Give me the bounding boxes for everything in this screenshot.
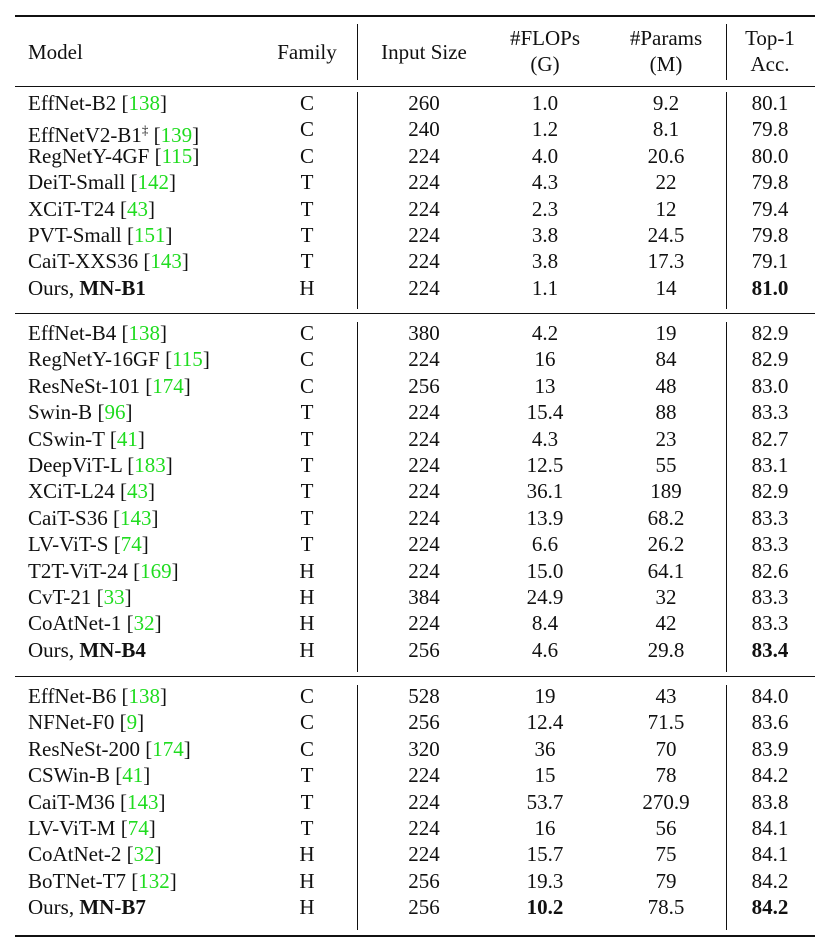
model-cell: CvT-21 [33] [28,585,132,609]
input-size-cell: 224 [408,532,440,557]
model-cell: DeepViT-L [183] [28,453,173,477]
params-cell: 84 [655,347,677,372]
citation-link[interactable]: 9 [126,710,138,735]
family-cell: H [299,842,315,867]
model-cell: RegNetY-16GF [115] [28,347,210,372]
model-cell: DeiT-Small [142] [28,170,176,195]
input-size-cell: 256 [408,637,440,662]
input-size-cell: 256 [408,895,440,920]
family-cell: C [299,710,315,735]
citation-link[interactable]: 139 [160,123,193,148]
params-cell: 8.1 [652,117,680,142]
top1-acc-cell: 84.2 [751,868,789,893]
flops-cell: 13 [534,373,556,398]
section2-rule [15,676,815,677]
model-cell: CaiT-M36 [143] [28,789,166,814]
section1-rule [15,313,815,314]
top1-acc-cell: 83.3 [751,505,789,530]
flops-cell: 19 [534,684,556,708]
citation-link[interactable]: 115 [172,347,203,372]
params-cell: 20.6 [647,143,685,168]
column-separator [726,322,727,672]
model-cell: CSWin-B [41] [28,763,151,788]
params-cell: 32 [655,585,677,609]
family-cell: T [300,479,314,504]
params-cell: 19 [655,321,677,345]
input-size-cell: 224 [408,479,440,504]
column-separator [357,24,358,80]
model-cell: LV-ViT-S [74] [28,532,149,557]
family-cell: C [299,684,315,708]
column-separator [726,24,727,80]
citation-link[interactable]: 43 [126,196,148,221]
flops-cell: 2.3 [531,196,559,221]
input-size-cell: 224 [408,842,440,867]
top1-acc-cell: 82.7 [751,426,789,451]
family-cell: C [299,736,315,761]
flops-cell: 1.0 [531,91,559,115]
params-cell: 270.9 [642,789,690,814]
family-cell: T [300,400,314,425]
citation-link[interactable]: 33 [103,585,125,609]
top1-acc-cell: 82.9 [751,347,789,372]
flops-cell: 15 [534,763,556,788]
top1-acc-cell: 83.6 [751,710,789,735]
input-size-cell: 224 [408,196,440,221]
input-size-cell: 224 [408,453,440,477]
flops-cell: 16 [534,816,556,840]
family-cell: H [299,611,315,636]
input-size-cell: 256 [408,868,440,893]
input-size-cell: 224 [408,223,440,247]
top1-acc-cell: 82.9 [751,479,789,504]
input-size-cell: 384 [408,585,440,609]
flops-cell: 15.4 [526,400,564,425]
citation-link[interactable]: 132 [138,868,170,893]
params-cell: 79 [655,868,677,893]
params-cell: 48 [655,373,677,398]
model-cell: XCiT-L24 [43] [28,479,155,504]
flops-cell: 13.9 [526,505,564,530]
family-cell: H [299,558,315,583]
model-cell: BoTNet-T7 [132] [28,868,177,893]
model-cell: XCiT-T24 [43] [28,196,155,221]
citation-link[interactable]: 169 [140,558,172,583]
citation-link[interactable]: 32 [133,611,155,636]
flops-cell: 4.2 [531,321,559,345]
flops-cell: 4.3 [531,426,559,451]
input-size-cell: 528 [408,684,440,708]
model-cell: CoAtNet-1 [32] [28,611,162,636]
top1-acc-cell: 80.0 [751,143,789,168]
family-cell: T [300,170,314,195]
flops-cell: 4.0 [531,143,559,168]
citation-link[interactable]: 151 [134,223,166,247]
model-cell: PVT-Small [151] [28,223,173,247]
top1-acc-cell: 83.4 [751,637,789,662]
citation-link[interactable]: 143 [150,249,182,274]
model-cell: Ours, MN-B7 [28,895,146,920]
model-cell: EffNet-B6 [138] [28,684,168,708]
input-size-cell: 224 [408,426,440,451]
input-size-cell: 224 [408,347,440,372]
flops-cell: 12.5 [526,453,564,477]
top1-acc-cell: 83.1 [751,453,789,477]
top1-acc-cell: 80.1 [751,91,789,115]
citation-link[interactable]: 183 [134,453,166,477]
citation-link[interactable]: 32 [133,842,155,867]
header-flops-line1: #FLOPs [509,26,581,50]
family-cell: C [299,373,315,398]
header-top1-line1: Top-1 [745,26,795,50]
family-cell: H [299,868,315,893]
family-cell: H [299,637,315,662]
model-cell: ResNeSt-200 [174] [28,736,191,761]
top1-acc-cell: 83.8 [751,789,789,814]
citation-link[interactable]: 115 [161,143,193,168]
top1-acc-cell: 79.8 [751,223,789,247]
family-cell: H [299,275,315,300]
top1-acc-cell: 84.2 [751,763,789,788]
header-family: Family [277,40,337,64]
citation-link[interactable]: 142 [137,170,169,195]
input-size-cell: 256 [408,373,440,398]
params-cell: 189 [650,479,682,504]
params-cell: 78.5 [647,895,685,920]
input-size-cell: 224 [408,170,440,195]
params-cell: 75 [655,842,677,867]
family-cell: T [300,426,314,451]
params-cell: 70 [655,736,677,761]
input-size-cell: 224 [408,275,440,300]
flops-cell: 3.8 [531,223,559,247]
input-size-cell: 256 [408,710,440,735]
input-size-cell: 224 [408,505,440,530]
family-cell: C [299,321,315,345]
flops-cell: 15.0 [526,558,564,583]
params-cell: 42 [655,611,677,636]
model-cell: CaiT-S36 [143] [28,505,159,530]
params-cell: 29.8 [647,637,685,662]
flops-cell: 10.2 [526,895,564,920]
top1-acc-cell: 82.9 [751,321,789,345]
params-cell: 55 [655,453,677,477]
model-cell: LV-ViT-M [74] [28,816,156,840]
family-cell: T [300,763,314,788]
header-top1-line2: Acc. [750,52,790,76]
family-cell: C [299,143,315,168]
flops-cell: 1.1 [531,275,559,300]
params-cell: 22 [655,170,677,195]
flops-cell: 6.6 [531,532,559,557]
flops-cell: 24.9 [526,585,564,609]
params-cell: 68.2 [647,505,685,530]
input-size-cell: 320 [408,736,440,761]
input-size-cell: 224 [408,249,440,274]
top1-acc-cell: 79.8 [751,170,789,195]
top1-acc-cell: 84.0 [751,684,789,708]
top1-acc-cell: 79.8 [751,117,789,142]
top1-acc-cell: 83.3 [751,585,789,609]
model-cell: EffNet-B2 [138] [28,91,168,115]
params-cell: 12 [655,196,677,221]
header-input-size: Input Size [381,40,467,64]
params-cell: 14 [655,275,677,300]
flops-cell: 36 [534,736,556,761]
citation-link[interactable]: 74 [120,532,142,557]
top1-acc-cell: 83.9 [751,736,789,761]
top1-acc-cell: 84.1 [751,842,789,867]
model-cell: EffNetV2-B1‡ [139] [28,122,200,148]
model-cell: Ours, MN-B4 [28,637,146,662]
header-model: Model [28,40,83,64]
params-cell: 64.1 [647,558,685,583]
family-cell: H [299,585,315,609]
citation-link[interactable]: 174 [152,373,184,398]
model-cell: CaiT-XXS36 [143] [28,249,189,274]
family-cell: C [299,117,315,142]
family-cell: T [300,789,314,814]
params-cell: 26.2 [647,532,685,557]
citation-link[interactable]: 143 [126,789,159,814]
family-cell: T [300,196,314,221]
input-size-cell: 224 [408,400,440,425]
citation-link[interactable]: 138 [128,684,161,708]
model-cell: NFNet-F0 [9] [28,710,145,735]
flops-cell: 53.7 [526,789,564,814]
top1-acc-cell: 79.1 [751,249,789,274]
citation-link[interactable]: 41 [116,426,138,451]
flops-cell: 15.7 [526,842,564,867]
top1-acc-cell: 83.0 [751,373,789,398]
params-cell: 9.2 [652,91,680,115]
model-cell: RegNetY-4GF [115] [28,143,200,168]
citation-link[interactable]: 41 [122,763,144,788]
input-size-cell: 224 [408,611,440,636]
input-size-cell: 224 [408,789,440,814]
header-flops-line2: (G) [530,52,560,76]
citation-link[interactable]: 43 [126,479,148,504]
top1-acc-cell: 84.1 [751,816,789,840]
header-params-line2: (M) [649,52,683,76]
model-cell: CoAtNet-2 [32] [28,842,162,867]
model-cell: Swin-B [96] [28,400,133,425]
column-separator [357,322,358,672]
family-cell: T [300,505,314,530]
citation-link[interactable]: 96 [104,400,126,425]
top1-acc-cell: 83.3 [751,611,789,636]
column-separator [726,685,727,930]
column-separator [357,92,358,309]
flops-cell: 3.8 [531,249,559,274]
flops-cell: 4.6 [531,637,559,662]
citation-link[interactable]: 174 [152,736,184,761]
family-cell: T [300,532,314,557]
params-cell: 78 [655,763,677,788]
model-cell: CSwin-T [41] [28,426,145,451]
family-cell: C [299,91,315,115]
input-size-cell: 224 [408,143,440,168]
top1-acc-cell: 81.0 [751,275,789,300]
header-params-line1: #Params [629,26,703,50]
flops-cell: 16 [534,347,556,372]
family-cell: T [300,453,314,477]
header-rule [15,86,815,87]
model-cell: Ours, MN-B1 [28,275,146,300]
params-cell: 43 [655,684,677,708]
column-separator [357,685,358,930]
input-size-cell: 260 [408,91,440,115]
flops-cell: 36.1 [526,479,564,504]
input-size-cell: 240 [408,117,440,142]
top1-acc-cell: 83.3 [751,400,789,425]
top1-acc-cell: 83.3 [751,532,789,557]
bottom-rule [15,935,815,937]
flops-cell: 8.4 [531,611,559,636]
family-cell: C [299,347,315,372]
input-size-cell: 224 [408,763,440,788]
params-cell: 23 [655,426,677,451]
input-size-cell: 224 [408,558,440,583]
top1-acc-cell: 84.2 [751,895,789,920]
family-cell: T [300,816,314,840]
family-cell: T [300,223,314,247]
params-cell: 56 [655,816,677,840]
model-cell: ResNeSt-101 [174] [28,373,191,398]
flops-cell: 4.3 [531,170,559,195]
column-separator [726,92,727,309]
top1-acc-cell: 82.6 [751,558,789,583]
citation-link[interactable]: 138 [128,91,161,115]
citation-link[interactable]: 143 [119,505,152,530]
citation-link[interactable]: 138 [128,321,161,345]
top1-acc-cell: 79.4 [751,196,789,221]
params-cell: 71.5 [647,710,685,735]
family-cell: H [299,895,315,920]
flops-cell: 12.4 [526,710,564,735]
top-rule [15,15,815,17]
flops-cell: 19.3 [526,868,564,893]
params-cell: 24.5 [647,223,685,247]
citation-link[interactable]: 74 [127,816,149,840]
model-cell: EffNet-B4 [138] [28,321,168,345]
model-cell: T2T-ViT-24 [169] [28,558,179,583]
family-cell: T [300,249,314,274]
params-cell: 17.3 [647,249,685,274]
input-size-cell: 380 [408,321,440,345]
input-size-cell: 224 [408,816,440,840]
params-cell: 88 [655,400,677,425]
flops-cell: 1.2 [531,117,559,142]
